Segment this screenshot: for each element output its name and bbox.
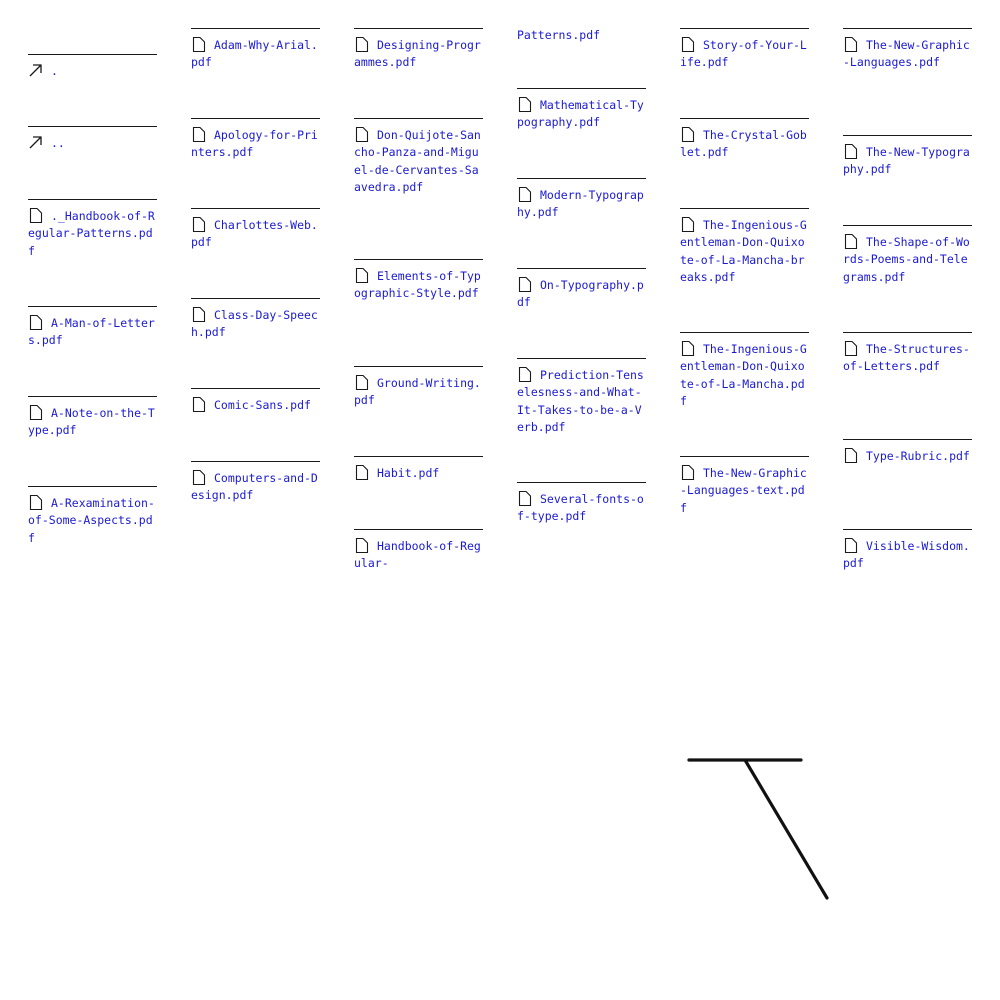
file-name: Don-Quijote-Sancho-Panza-and-Miguel-de-Cervantes-Saavedra.pdf bbox=[354, 128, 481, 194]
file-name: Habit.pdf bbox=[377, 466, 440, 480]
file-name: Adam-Why-Arial.pdf bbox=[191, 38, 318, 70]
file-name: ._Handbook-of-Regular-Patterns.pdf bbox=[28, 209, 155, 258]
file-name: The-Ingenious-Gentleman-Don-Quixote-of-La-Mancha.pdf bbox=[680, 342, 807, 408]
file-name: Mathematical-Typography.pdf bbox=[517, 98, 644, 130]
file-name: The-Shape-of-Words-Poems-and-Telegrams.pdf bbox=[843, 235, 970, 284]
file-name: The-New-Graphic-Languages.pdf bbox=[843, 38, 970, 70]
file-name: The-Crystal-Goblet.pdf bbox=[680, 128, 807, 160]
file-name: The-New-Typography.pdf bbox=[843, 145, 970, 177]
file-name: Type-Rubric.pdf bbox=[866, 449, 970, 463]
file-name: A-Rexamination-of-Some-Aspects.pdf bbox=[28, 496, 155, 545]
file-name: Elements-of-Typographic-Style.pdf bbox=[354, 269, 481, 301]
file-name: The-Ingenious-Gentleman-Don-Quixote-of-La-Mancha-breaks.pdf bbox=[680, 218, 807, 284]
file-name: Class-Day-Speech.pdf bbox=[191, 308, 318, 340]
file-name: Several-fonts-of-type.pdf bbox=[517, 492, 644, 524]
file-name: . bbox=[51, 64, 58, 78]
file-name: Story-of-Your-Life.pdf bbox=[680, 38, 807, 70]
file-name: Visible-Wisdom.pdf bbox=[843, 539, 970, 571]
file-name: A-Note-on-the-Type.pdf bbox=[28, 406, 155, 438]
file-name: Charlottes-Web.pdf bbox=[191, 218, 318, 250]
file-name: A-Man-of-Letters.pdf bbox=[28, 316, 155, 348]
file-name: On-Typography.pdf bbox=[517, 278, 644, 310]
file-name: Designing-Programmes.pdf bbox=[354, 38, 481, 70]
file-name: Modern-Typography.pdf bbox=[517, 188, 644, 220]
file-name: The-Structures-of-Letters.pdf bbox=[843, 342, 970, 374]
file-name: Apology-for-Printers.pdf bbox=[191, 128, 318, 160]
file-name: Comic-Sans.pdf bbox=[214, 398, 311, 412]
file-name: Prediction-Tenselesness-and-What-It-Takes-to-be-a-Verb.pdf bbox=[517, 368, 644, 434]
file-name: The-New-Graphic-Languages-text.pdf bbox=[680, 466, 807, 515]
file-name: Ground-Writing.pdf bbox=[354, 376, 481, 408]
file-name: Computers-and-Design.pdf bbox=[191, 471, 318, 503]
file-name: .. bbox=[51, 136, 65, 150]
file-name: Patterns.pdf bbox=[517, 28, 601, 42]
file-name: Handbook-of-Regular- bbox=[354, 539, 481, 571]
